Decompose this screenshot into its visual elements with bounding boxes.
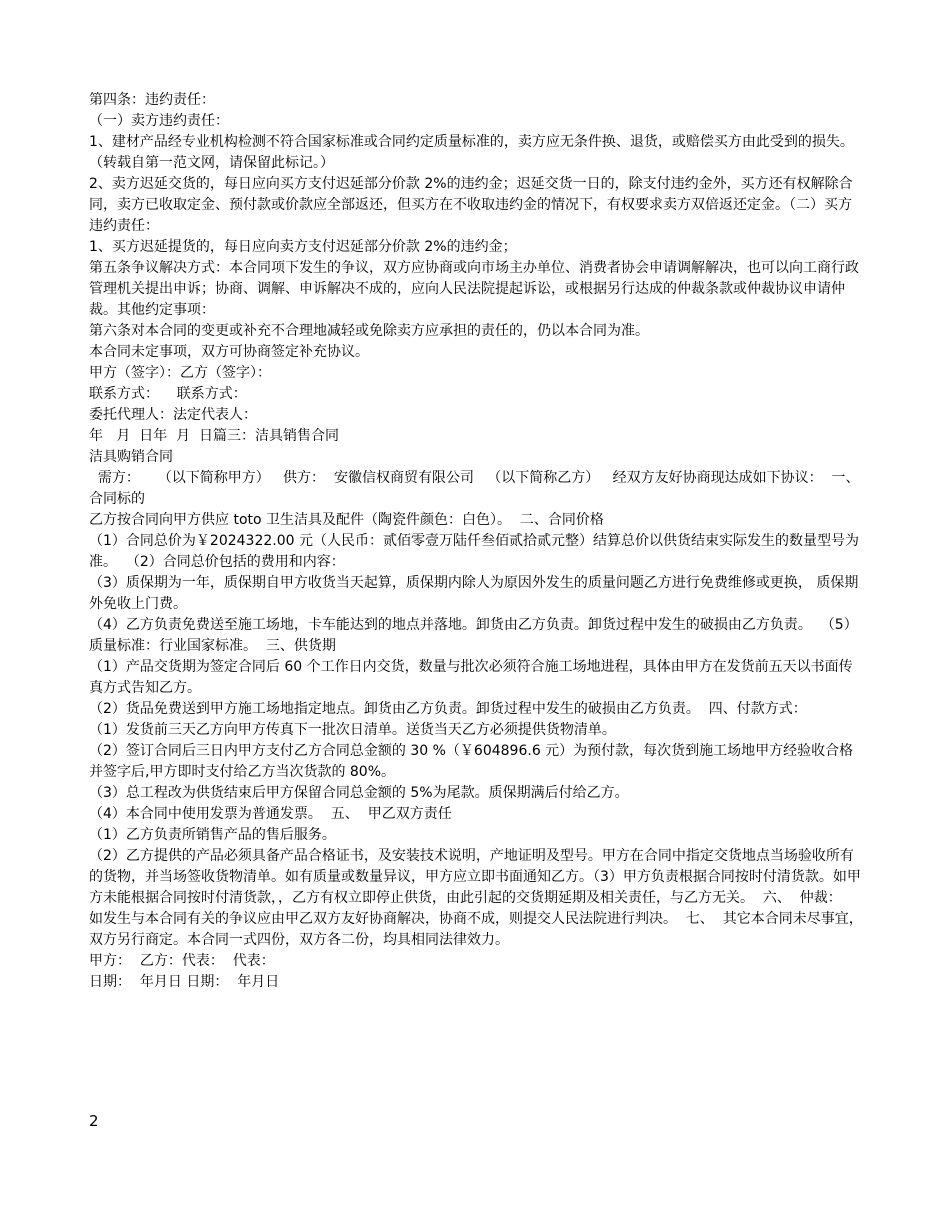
paragraph: 日期： 年月日 日期： 年月日 (89, 974, 280, 990)
paragraph: （2）签订合同后三日内甲方支付乙方合同总金额的 30 %（￥604896.6 元）为预付款，每次货到施工场地甲方经验收合格并签字后,甲方即时支付给乙方当次货款的 80%。 (89, 743, 854, 780)
paragraph: （3）质保期为一年，质保期自甲方收货当天起算，质保期内除人为原因外发生的质量问题乙方进行免费维修或更换， 质保期外免收上门费。 (89, 575, 859, 612)
paragraph: 联系方式： 联系方式： (89, 386, 247, 402)
paragraph: 乙方按合同向甲方供应 toto 卫生洁具及配件（陶瓷件颜色：白色）。 二、合同价格 (89, 512, 604, 528)
document-body (89, 90, 864, 993)
paragraph: 甲方： 乙方：代表： 代表： (89, 953, 275, 969)
paragraph: （1）乙方负责所销售产品的售后服务。 (89, 827, 336, 843)
paragraph: （1）合同总价为￥2024322.00 元（人民币：贰佰零壹万陆仟叁佰贰拾贰元整）结算总价以供货结束实际发生的数量型号为准。 （2）合同总价包括的费用和内容： (89, 533, 859, 570)
page-number: 2 (89, 1112, 99, 1130)
paragraph: 需方： （以下简称甲方） 供方： 安徽信权商贸有限公司 （以下简称乙方） 经双方友好协商现达成如下协议： 一、合同标的 (89, 470, 860, 507)
paragraph: 年 月 日年 月 日篇三：洁具销售合同 (89, 428, 340, 444)
paragraph: 1、买方迟延提货的，每日应向卖方支付迟延部分价款 2%的违约金； (89, 239, 517, 255)
paragraph: 第五条争议解决方式：本合同项下发生的争议，双方应协商或向市场主办单位、消费者协会申请调解解决，也可以向工商行政管理机关提出申诉；协商、调解、申诉解决不成的，应向人民法院提起诉讼，或根据另行达成的仲裁条款或仲裁协议申请仲裁。其他约定事项： (89, 260, 859, 318)
paragraph: （1）发货前三天乙方向甲方传真下一批次日清单。送货当天乙方必须提供货物清单。 (89, 722, 616, 738)
paragraph: 1、建材产品经专业机构检测不符合国家标准或合同约定质量标准的，卖方应无条件换、退货，或赔偿买方由此受到的损失。（转载自第一范文网，请保留此标记。） (89, 134, 854, 171)
paragraph: 第四条：违约责任： (89, 92, 215, 108)
paragraph: 甲方（签字）：乙方（签字）： (89, 365, 271, 381)
paragraph: （4）乙方负责免费送至施工场地，卡车能达到的地点并落地。卸货由乙方负责。卸货过程中发生的破损由乙方负责。 （5）质量标准：行业国家标准。 三、供货期 (89, 617, 858, 654)
paragraph: （2）乙方提供的产品必须具备产品合格证书，及安装技术说明，产地证明及型号。甲方在合同中指定交货地点当场验收所有的货物，并当场签收货物清单。如有质量或数量异议，甲方应立即书面通知乙方。（3）甲方负责根据合同按时付清货款。如甲方未能根据合同按时付清货款，，乙方有权立即停止供货，由此引起的交货期延期及相关责任，与乙方无关。 六、 仲裁： (89, 848, 861, 906)
paragraph: （2）货品免费送到甲方施工场地指定地点。卸货由乙方负责。卸货过程中发生的破损由乙方负责。 四、付款方式： (89, 701, 807, 717)
paragraph: 本合同未定事项，双方可协商签定补充协议。 (89, 344, 369, 360)
paragraph: 第六条对本合同的变更或补充不合理地减轻或免除卖方应承担的责任的，仍以本合同为准。 (89, 323, 649, 339)
paragraph: （1）产品交货期为签定合同后 60 个工作日内交货，数量与批次必须符合施工场地进程，具体由甲方在发货前五天以书面传真方式告知乙方。 (89, 659, 853, 696)
paragraph: （一）卖方违约责任： (89, 113, 229, 129)
paragraph: （3）总工程改为供货结束后甲方保留合同总金额的 5%为尾款。质保期满后付给乙方。 (89, 785, 629, 801)
paragraph: 委托代理人：法定代表人： (89, 407, 257, 423)
paragraph: （4）本合同中使用发票为普通发票。 五、 甲乙双方责任 (89, 806, 452, 822)
paragraph: 洁具购销合同 (89, 449, 173, 465)
paragraph: 2、卖方迟延交货的，每日应向买方支付迟延部分价款 2%的违约金；迟延交货一日的，除支付违约金外，买方还有权解除合同，卖方已收取定金、预付款或价款应全部返还，但买方在不收取违约金的情况下，有权要求卖方双倍返还定金。（二）买方违约责任： (89, 176, 853, 234)
paragraph: 如发生与本合同有关的争议应由甲乙双方友好协商解决，协商不成，则提交人民法院进行判决。 七、 其它本合同未尽事宜，双方另行商定。本合同一式四份，双方各二份，均具相同法律效力。 (89, 911, 863, 948)
